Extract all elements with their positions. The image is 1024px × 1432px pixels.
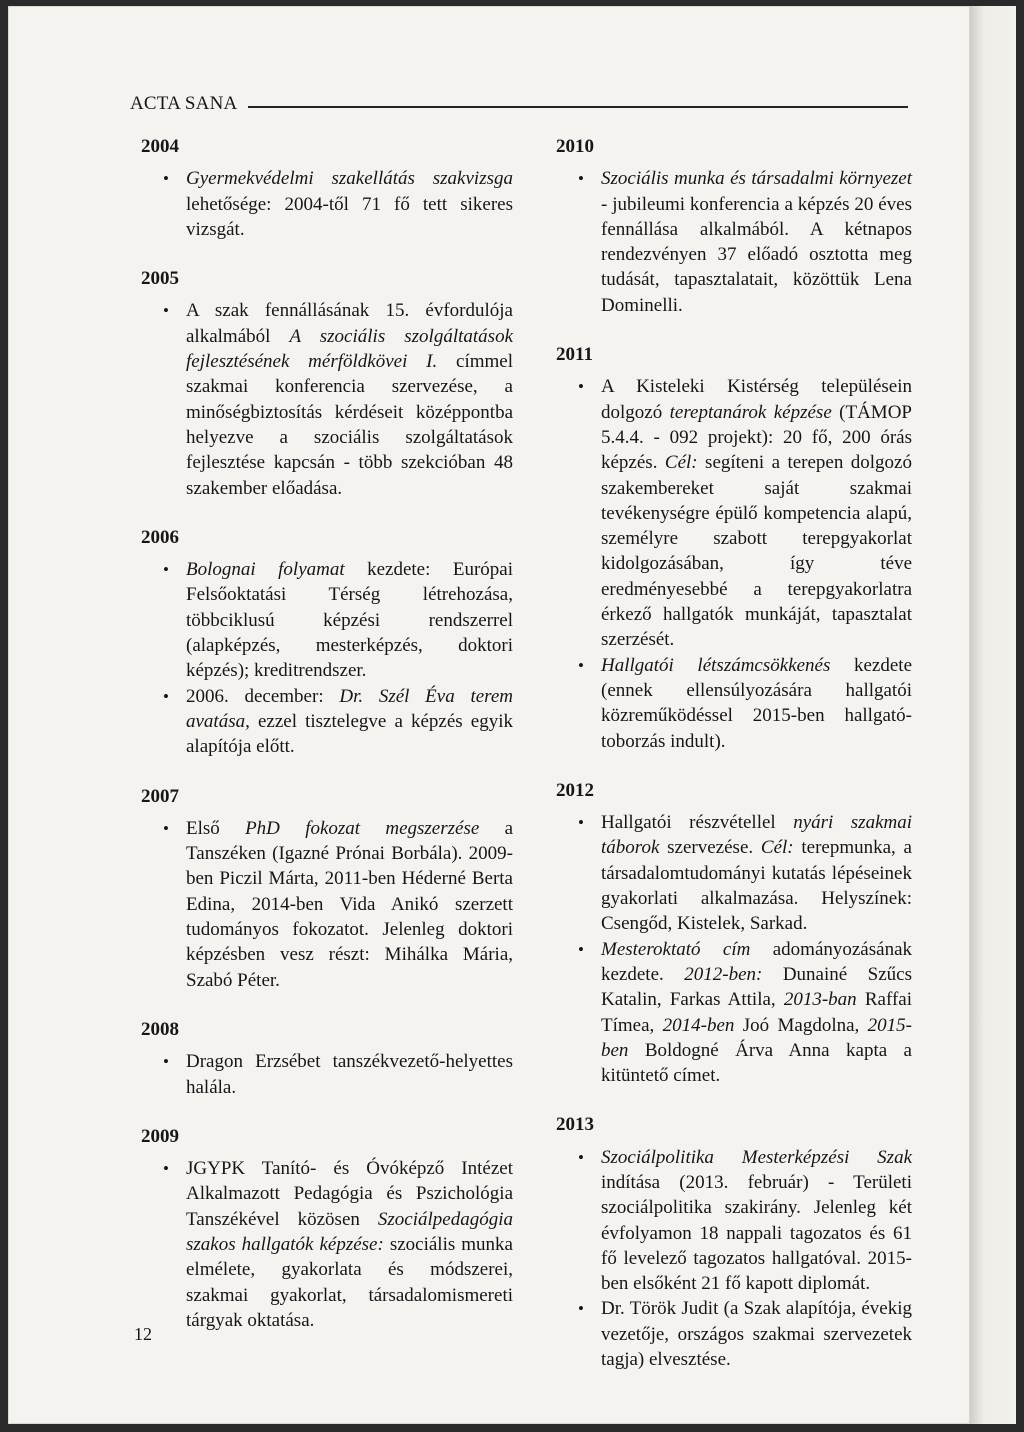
entry-text: kezdete (ennek ellensúlyozására hallgatói közreműködéssel 2015-ben hallgató-toborzás indult). xyxy=(601,654,912,752)
bullet-icon: • xyxy=(578,1147,584,1167)
timeline-entry xyxy=(556,810,912,936)
timeline-entry xyxy=(141,1156,513,1333)
entry-text: Dragon Erzsébet tanszékvezető-helyettes halála. xyxy=(186,1051,513,1098)
entry-text-italic: Szociális munka és társadalmi környezet xyxy=(601,168,912,190)
entry-text-italic: Mesteroktató cím xyxy=(601,938,751,960)
entry-text: Hallgatói részvétellel xyxy=(601,812,794,834)
year-heading: 2004 xyxy=(141,136,179,157)
entry-text-italic: Hallgatói létszámcsökkenés xyxy=(601,654,831,676)
timeline-entry xyxy=(556,166,912,318)
entry-text: címmel szakmai konferencia szervezése, a minőségbiztosítás kérdéseit középpontba helyezve a szociális szolgáltatások fejlesztése kapcsán - több szekcióban 48 szakember előadása. xyxy=(186,351,513,499)
bullet-icon: • xyxy=(578,377,584,397)
section-gap xyxy=(556,754,912,778)
bullet-icon: • xyxy=(163,1052,169,1072)
bullet-icon: • xyxy=(578,655,584,675)
entry-text-italic: 2013-ban xyxy=(783,989,857,1011)
year-heading: 2005 xyxy=(141,268,179,290)
entry-text: Joó Magdolna, xyxy=(734,1014,868,1036)
entry-text: A szak fennállásának 15. évfordulója alkalmából xyxy=(186,300,513,347)
year-heading: 2013 xyxy=(556,1114,594,1136)
entry-text: indítása (2013. február) - Területi szociálpolitika szakirány. Jelenleg két évfolyamon 18 nappali tagozatos és 61 fő levelező tagozatos hallgatóval. 2015-ben elsőként 21 fő kapott diplomát. xyxy=(601,1171,912,1295)
timeline-entry xyxy=(556,1296,912,1372)
entry-text: adományozásának kezdete. xyxy=(601,938,912,985)
entry-text-italic: Szociálpolitika Mesterképzési Szak xyxy=(601,1146,912,1168)
timeline-entry xyxy=(556,937,912,1089)
entry-text: Dr. Török Judit (a Szak alapítója, évekig vezetője, országos szakmai szervezetek tagja) elvesztése. xyxy=(601,1298,912,1371)
entry-text-italic: 2015-ben xyxy=(601,1014,912,1061)
entry-text-italic: Szociálpedagógia szakos hallgatók képzése: xyxy=(186,1208,513,1255)
entry-text: szociális munka elmélete, gyakorlata és módszerei, szakmai gyakorlat, társadalomismereti tárgyak oktatása. xyxy=(186,1233,513,1331)
entry-text: segíteni a terepen dolgozó szakembereket saját szakmai tevékenységre épülő kompetencia alapú, személyre szabott terepgyakorlat kidolgozásában, így téve eredményesebbé a terepgyakorlatra érkező hallgatók munkáját, tapasztalat szerzését. xyxy=(601,452,912,651)
section-gap xyxy=(141,501,513,525)
timeline-entry xyxy=(141,816,513,993)
entry-text-italic: tereptanárok képzése xyxy=(669,401,832,423)
running-head xyxy=(130,93,910,119)
bullet-icon: • xyxy=(163,686,169,706)
entry-text: szervezése. xyxy=(659,837,761,859)
entry-text: (TÁMOP 5.4.4. - 092 projekt): 20 fő, 200 órás képzés. xyxy=(601,401,912,474)
entry-text-italic: 2012-ben: xyxy=(684,963,763,985)
journal-title: ACTA SANA xyxy=(130,93,238,114)
entry-text: Dunainé Szűcs Katalin, Farkas Attila, xyxy=(601,963,912,1011)
entry-text: ezzel tisztelegve a képzés egyik alapítója előtt. xyxy=(186,710,513,758)
entry-text: kezdete: Európai Felsőoktatási Térség létrehozása, többciklusú képzési rendszerrel (alapképzés, mesterképzés, doktori képzés); kreditrendszer. xyxy=(186,559,513,682)
entry-text-italic: A szociális szolgáltatások fejlesztésének mérföldkövei I. xyxy=(186,325,513,373)
year-heading: 2008 xyxy=(141,1018,179,1040)
section-gap xyxy=(141,993,513,1017)
entry-text-italic: 2014-ben xyxy=(662,1014,735,1036)
timeline-entry xyxy=(141,557,513,683)
entry-text-italic: Bolognai folyamat xyxy=(186,559,345,581)
entry-text: Első xyxy=(186,817,246,839)
bullet-icon: • xyxy=(578,939,584,959)
section-gap xyxy=(141,1100,513,1124)
entry-text: JGYPK Tanító- és Óvóképző Intézet Alkalmazott Pedagógia és Pszichológia Tanszékével közösen xyxy=(186,1158,513,1230)
entry-text: - jubileumi konferencia a képzés 20 éves fennállása alkalmából. A kétnapos rendezvényen 37 előadó osztotta meg tudását, tapasztalatait, közöttük Lena Dominelli. xyxy=(601,193,912,316)
entry-text-italic: Dr. Szél Éva terem avatása, xyxy=(186,685,513,732)
header-rule xyxy=(248,106,908,108)
section-gap xyxy=(141,242,513,266)
entry-text-italic: Gyermekvédelmi szakellátás szakvizsga xyxy=(186,168,513,190)
bullet-icon: • xyxy=(163,818,169,838)
left-column xyxy=(141,134,513,1333)
year-heading: 2007 xyxy=(141,785,179,807)
entry-text: A Kisteleki Kistérség településein dolgozó xyxy=(601,376,912,423)
timeline-entry xyxy=(141,684,513,760)
year-heading: 2009 xyxy=(141,1125,179,1147)
timeline-entry xyxy=(141,1049,513,1100)
year-heading: 2006 xyxy=(141,526,179,548)
bullet-icon: • xyxy=(578,169,584,189)
entry-text: terepmunka, a társadalomtudományi kutatás lépéseinek gyakorlati alkalmazása. Helyszínek: Csengőd, Kistelek, Sarkad. xyxy=(601,837,912,935)
bullet-icon: • xyxy=(578,1299,584,1319)
adjacent-page-edge xyxy=(970,6,1016,1424)
section-gap xyxy=(556,318,912,342)
entry-text: lehetősége: 2004-től 71 fő tett sikeres vizsgát. xyxy=(186,193,513,240)
bullet-icon: • xyxy=(578,813,584,833)
section-gap xyxy=(141,760,513,784)
entry-text-italic: Cél: xyxy=(760,837,794,859)
section-gap xyxy=(556,1088,912,1112)
bullet-icon: • xyxy=(163,301,169,321)
timeline-entry xyxy=(556,1145,912,1297)
year-heading: 2010 xyxy=(556,136,594,157)
entry-text: Boldogné Árva Anna kapta a kitüntető címet. xyxy=(601,1039,912,1087)
timeline-entry xyxy=(141,166,513,242)
document-page xyxy=(8,6,970,1424)
right-column xyxy=(556,134,912,1372)
entry-text: 2006. december: xyxy=(186,685,340,707)
entry-text-italic: PhD fokozat megszerzése xyxy=(245,817,480,839)
entry-text: a Tanszéken (Igazné Prónai Borbála). 2009-ben Piczil Márta, 2011-ben Héderné Berta Edina, 2014-ben Vida Anikó szerzett tudományos fokozatot. Jelenleg doktori képzésben vesz részt: Mihálka Mária, Szabó Péter. xyxy=(186,817,514,991)
timeline-entry xyxy=(556,374,912,652)
entry-text-italic: Cél: xyxy=(664,452,698,474)
timeline-entry xyxy=(556,653,912,754)
bullet-icon: • xyxy=(163,560,169,580)
year-heading: 2012 xyxy=(556,779,594,801)
year-heading: 2011 xyxy=(556,344,593,366)
bullet-icon: • xyxy=(163,1159,169,1179)
page-number: 12 xyxy=(134,1324,152,1344)
entry-text-italic: nyári szakmai táborok xyxy=(601,812,912,859)
bullet-icon: • xyxy=(163,169,169,189)
timeline-entry xyxy=(141,298,513,500)
entry-text: Raffai Tímea, xyxy=(601,989,912,1036)
